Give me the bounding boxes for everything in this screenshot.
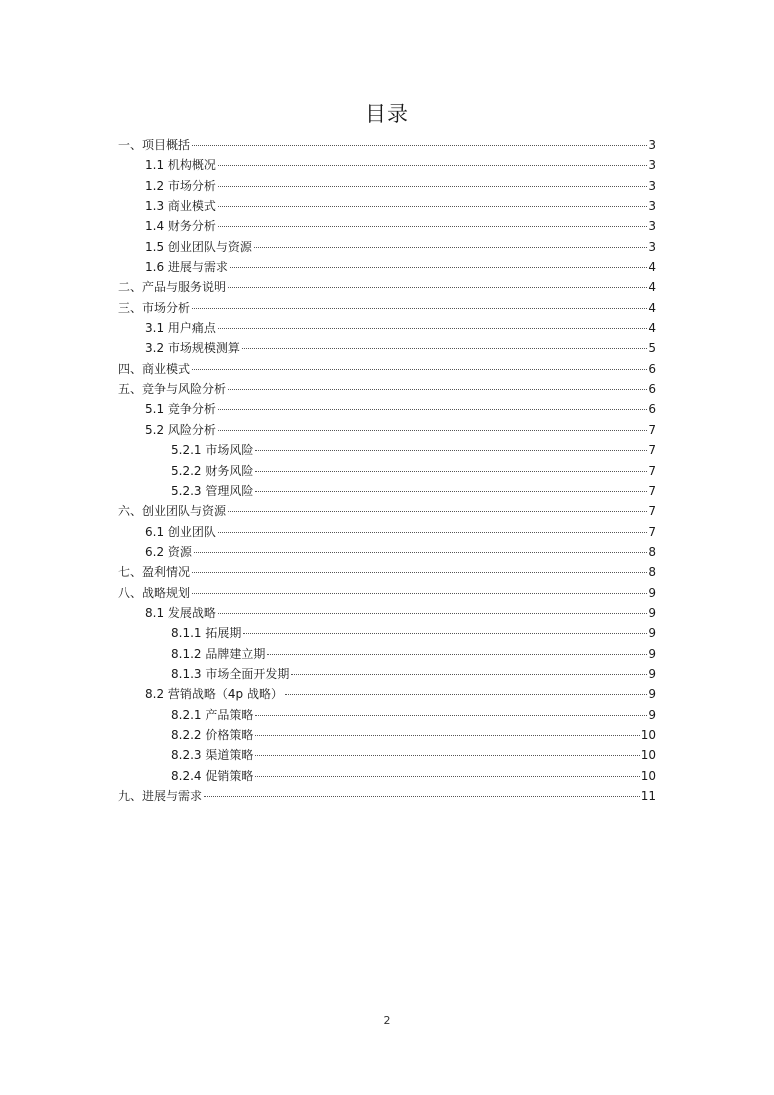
toc-entry-label: 二、产品与服务说明 — [118, 280, 227, 295]
toc-entry[interactable] — [118, 277, 656, 297]
toc-entry[interactable] — [118, 257, 656, 277]
toc-dot-leader — [192, 592, 647, 594]
toc-entry[interactable] — [118, 237, 656, 257]
toc-entry[interactable] — [118, 583, 656, 603]
toc-entry[interactable] — [118, 664, 656, 684]
toc-entry-label: 6.1 创业团队 — [145, 524, 216, 539]
toc-entry[interactable] — [118, 461, 656, 481]
toc-entry-page: 9 — [648, 687, 656, 702]
toc-entry-label: 七、盈利情况 — [118, 565, 191, 580]
toc-entry-page: 7 — [648, 463, 656, 478]
toc-entry[interactable] — [118, 745, 656, 765]
toc-entry-label: 8.1.2 品牌建立期 — [171, 646, 266, 661]
toc-entry[interactable] — [118, 522, 656, 542]
toc-entry-label: 一、项目概括 — [118, 138, 191, 152]
toc-dot-leader — [218, 164, 647, 166]
toc-entry[interactable] — [118, 501, 656, 521]
toc-entry-page: 5 — [648, 341, 656, 356]
toc-dot-leader — [242, 347, 647, 349]
toc-entry-page: 7 — [648, 483, 656, 498]
toc-entry-label: 1.3 商业模式 — [145, 199, 216, 214]
toc-entry-label: 6.2 资源 — [145, 544, 192, 559]
toc-entry[interactable] — [118, 216, 656, 236]
toc-entry-label: 8.1.3 市场全面开发期 — [171, 666, 290, 681]
toc-entry-page: 3 — [648, 199, 656, 214]
toc-entry[interactable] — [118, 542, 656, 562]
toc-entry[interactable] — [118, 623, 656, 643]
toc-entry[interactable] — [118, 318, 656, 338]
toc-entry[interactable] — [118, 176, 656, 196]
toc-dot-leader — [218, 531, 647, 533]
toc-entry-label: 3.1 用户痛点 — [145, 321, 216, 336]
toc-entry-label: 八、战略规划 — [118, 585, 191, 600]
toc-entry-label: 5.2.1 市场风险 — [171, 443, 254, 458]
toc-dot-leader — [291, 673, 647, 675]
toc-entry[interactable] — [118, 684, 656, 704]
toc-entry[interactable] — [118, 420, 656, 440]
toc-entry-page: 11 — [640, 789, 656, 803]
toc-dot-leader — [255, 734, 639, 736]
toc-entry-page: 7 — [648, 504, 656, 519]
toc-entry[interactable] — [118, 603, 656, 623]
toc-entry[interactable] — [118, 786, 656, 806]
toc-entry-page: 3 — [648, 219, 656, 234]
toc-entry-page: 9 — [648, 626, 656, 641]
page-number: 2 — [383, 1014, 391, 1027]
toc-entry-label: 8.2.3 渠道策略 — [171, 748, 254, 763]
toc-entry-label: 1.1 机构概况 — [145, 158, 216, 173]
toc-entry-page: 7 — [648, 443, 656, 458]
toc-dot-leader — [218, 205, 647, 207]
toc-dot-leader — [267, 653, 647, 655]
toc-entry[interactable] — [118, 766, 656, 786]
toc-dot-leader — [255, 449, 647, 451]
toc-dot-leader — [254, 246, 647, 248]
toc-dot-leader — [218, 612, 647, 614]
toc-entry-label: 8.2 营销战略（4p 战略） — [145, 687, 283, 702]
toc-dot-leader — [218, 225, 647, 227]
toc-entry-page: 3 — [648, 158, 656, 173]
toc-dot-leader — [228, 388, 647, 390]
toc-entry-label: 六、创业团队与资源 — [118, 504, 227, 519]
toc-entry-page: 4 — [648, 280, 656, 295]
toc-dot-leader — [192, 144, 647, 146]
toc-entry-label: 1.4 财务分析 — [145, 219, 216, 234]
toc-entry[interactable] — [118, 135, 656, 155]
toc-entry[interactable] — [118, 298, 656, 318]
toc-entry-page: 3 — [648, 178, 656, 193]
toc-title: 目录 — [365, 102, 409, 126]
toc-entry-label: 1.2 市场分析 — [145, 178, 216, 193]
toc-entry-page: 10 — [640, 768, 656, 783]
toc-entry-label: 8.2.4 促销策略 — [171, 768, 254, 783]
toc-entry-page: 9 — [648, 585, 656, 600]
toc-dot-leader — [230, 266, 647, 268]
toc-entry-page: 3 — [648, 239, 656, 254]
toc-entry-page: 4 — [648, 260, 656, 275]
toc-dot-leader — [192, 571, 647, 573]
toc-dot-leader — [255, 754, 639, 756]
toc-entry-label: 3.2 市场规模测算 — [145, 341, 240, 356]
toc-dot-leader — [194, 551, 647, 553]
toc-entry-page: 7 — [648, 422, 656, 437]
toc-entry-label: 5.2 风险分析 — [145, 422, 216, 437]
toc-entry[interactable] — [118, 155, 656, 175]
toc-entry-page: 9 — [648, 605, 656, 620]
toc-entry[interactable] — [118, 562, 656, 582]
toc-entry[interactable] — [118, 399, 656, 419]
toc-entry[interactable] — [118, 338, 656, 358]
toc-entry-label: 四、商业模式 — [118, 361, 191, 376]
toc-dot-leader — [228, 286, 647, 288]
toc-entry-label: 8.1 发展战略 — [145, 605, 216, 620]
toc-entry[interactable] — [118, 379, 656, 399]
toc-entry-page: 9 — [648, 707, 656, 722]
toc-entry[interactable] — [118, 481, 656, 501]
toc-entry[interactable] — [118, 705, 656, 725]
toc-entry-page: 6 — [648, 382, 656, 397]
toc-dot-leader — [285, 693, 647, 695]
toc-entry-label: 1.6 进展与需求 — [145, 260, 228, 275]
toc-entry[interactable] — [118, 196, 656, 216]
toc-entry-page: 9 — [648, 646, 656, 661]
toc-dot-leader — [255, 490, 647, 492]
toc-entry[interactable] — [118, 359, 656, 379]
toc-entry-page: 9 — [648, 666, 656, 681]
toc-list — [118, 135, 656, 806]
toc-dot-leader — [218, 327, 647, 329]
toc-dot-leader — [192, 307, 647, 309]
toc-entry-page: 10 — [640, 727, 656, 742]
toc-entry-page: 8 — [648, 544, 656, 559]
toc-dot-leader — [255, 714, 647, 716]
toc-dot-leader — [192, 368, 647, 370]
toc-entry-page: 4 — [648, 300, 656, 315]
toc-entry-page: 8 — [648, 565, 656, 580]
toc-dot-leader — [255, 775, 639, 777]
toc-dot-leader — [243, 632, 647, 634]
toc-dot-leader — [255, 470, 647, 472]
toc-dot-leader — [228, 510, 647, 512]
toc-entry-page: 6 — [648, 402, 656, 417]
toc-dot-leader — [218, 429, 647, 431]
toc-entry[interactable] — [118, 440, 656, 460]
toc-entry-label: 5.2.3 管理风险 — [171, 483, 254, 498]
toc-entry[interactable] — [118, 644, 656, 664]
toc-entry-page: 7 — [648, 524, 656, 539]
toc-entry-label: 1.5 创业团队与资源 — [145, 239, 252, 254]
toc-entry-page: 3 — [648, 138, 656, 152]
toc-entry[interactable] — [118, 725, 656, 745]
toc-entry-label: 5.1 竞争分析 — [145, 402, 216, 417]
toc-entry-page: 10 — [640, 748, 656, 763]
toc-entry-label: 8.1.1 拓展期 — [171, 626, 242, 641]
toc-entry-page: 6 — [648, 361, 656, 376]
toc-dot-leader — [204, 795, 640, 797]
toc-entry-label: 8.2.2 价格策略 — [171, 727, 254, 742]
toc-entry-label: 五、竞争与风险分析 — [118, 382, 227, 397]
toc-entry-page: 4 — [648, 321, 656, 336]
toc-entry-label: 三、市场分析 — [118, 300, 191, 315]
toc-dot-leader — [218, 408, 647, 410]
toc-entry-label: 5.2.2 财务风险 — [171, 463, 254, 478]
toc-entry-label: 8.2.1 产品策略 — [171, 707, 254, 722]
toc-entry-label: 九、进展与需求 — [118, 789, 203, 803]
toc-dot-leader — [218, 185, 647, 187]
